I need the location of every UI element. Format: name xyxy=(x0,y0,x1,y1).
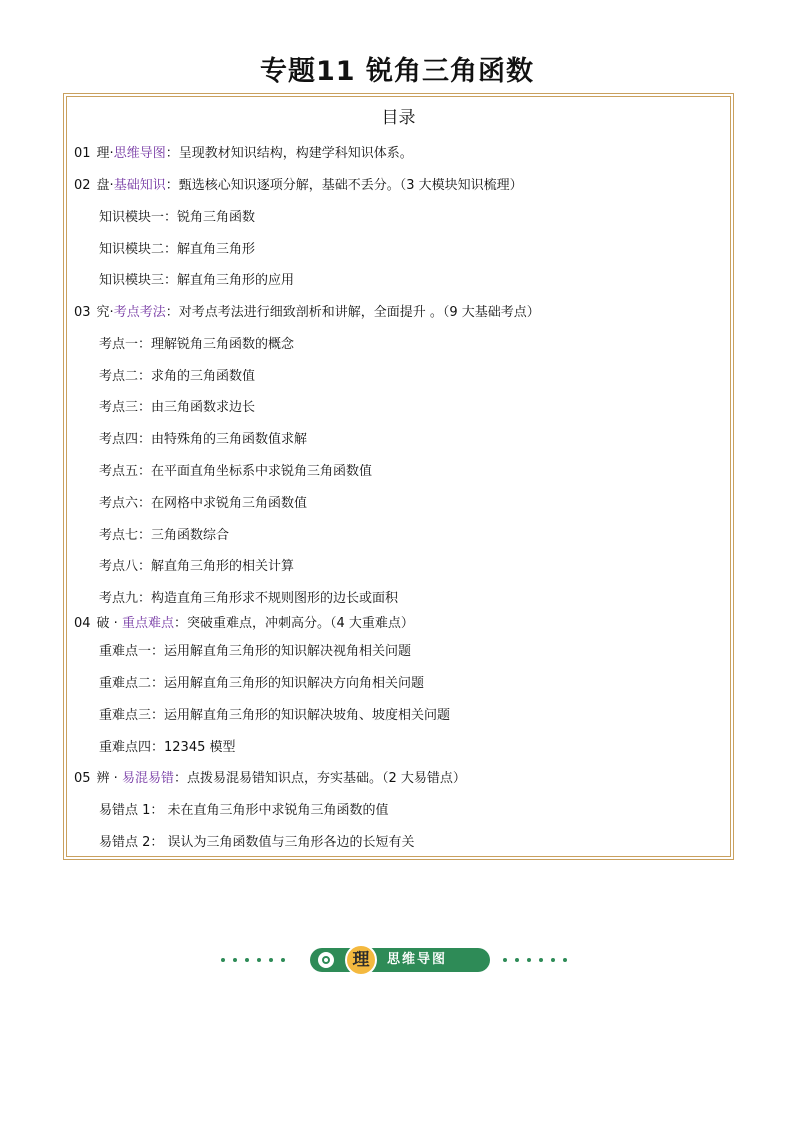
toc-kaodian-item: 考点二：求角的三角函数值 xyxy=(99,369,256,384)
section-number: 02 xyxy=(74,178,91,193)
target-icon xyxy=(316,950,336,970)
section-description: ：甄选核心知识逐项分解，基础不丢分。（3 大模块知识梳理） xyxy=(165,178,523,193)
toc-section-02 xyxy=(74,177,523,195)
toc-kaodian-item: 考点四：由特殊角的三角函数值求解 xyxy=(99,432,308,447)
section-highlight: 基础知识 xyxy=(113,178,166,193)
page-title: 专题11 锐角三角函数 xyxy=(260,56,534,87)
toc-section-05 xyxy=(74,770,466,788)
decorative-dots-left xyxy=(221,958,285,964)
section-number: 05 xyxy=(74,771,91,786)
toc-kaodian-item: 考点五：在平面直角坐标系中求锐角三角函数值 xyxy=(99,464,373,479)
toc-section-04 xyxy=(74,615,414,633)
toc-yicuo-item: 易错点 2： 误认为三角函数值与三角形各边的长短有关 xyxy=(99,835,415,850)
toc-nandian-item: 重难点二：运用解直角三角形的知识解决方向角相关问题 xyxy=(99,676,425,691)
section-prefix: 辨 · xyxy=(96,771,122,786)
toc-section-01 xyxy=(74,145,413,163)
toc-kaodian-item: 考点六：在网格中求锐角三角函数值 xyxy=(99,496,308,511)
section-prefix: 理· xyxy=(96,146,114,161)
toc-module-item: 知识模块一：锐角三角函数 xyxy=(99,210,256,225)
section-prefix: 盘· xyxy=(96,178,114,193)
toc-module-item: 知识模块三：解直角三角形的应用 xyxy=(99,273,295,288)
table-of-contents xyxy=(63,93,734,860)
section-number: 04 xyxy=(74,616,91,631)
banner-label: 思维导图 xyxy=(387,952,448,967)
section-prefix: 破 · xyxy=(96,616,122,631)
toc-nandian-item: 重难点三：运用解直角三角形的知识解决坡角、坡度相关问题 xyxy=(99,708,451,723)
section-highlight: 思维导图 xyxy=(113,146,166,161)
toc-kaodian-item: 考点七：三角函数综合 xyxy=(99,528,230,543)
section-highlight: 考点考法 xyxy=(113,305,166,320)
toc-kaodian-item: 考点一：理解锐角三角函数的概念 xyxy=(99,337,295,352)
section-description: ：呈现教材知识结构，构建学科知识体系。 xyxy=(165,146,413,161)
toc-nandian-item: 重难点四：12345 模型 xyxy=(99,740,236,755)
section-description: ：突破重难点，冲刺高分。（4 大重难点） xyxy=(173,616,414,631)
toc-section-03 xyxy=(74,304,540,322)
toc-kaodian-item: 考点八：解直角三角形的相关计算 xyxy=(99,559,295,574)
toc-nandian-item: 重难点一：运用解直角三角形的知识解决视角相关问题 xyxy=(99,644,412,659)
decorative-dots-right xyxy=(503,958,567,964)
section-number: 03 xyxy=(74,305,91,320)
section-char-badge: 理 xyxy=(345,944,377,976)
section-description: ：对考点考法进行细致剖析和讲解，全面提升 。（9 大基础考点） xyxy=(165,305,540,320)
section-prefix: 究· xyxy=(96,305,114,320)
toc-heading: 目录 xyxy=(381,108,416,128)
toc-kaodian-item: 考点九：构造直角三角形求不规则图形的边长或面积 xyxy=(99,591,399,606)
section-highlight: 易混易错 xyxy=(121,771,174,786)
section-number: 01 xyxy=(74,146,91,161)
section-description: ：点拨易混易错知识点，夯实基础。（2 大易错点） xyxy=(173,771,466,786)
toc-kaodian-item: 考点三：由三角函数求边长 xyxy=(99,400,256,415)
toc-yicuo-item: 易错点 1： 未在直角三角形中求锐角三角函数的值 xyxy=(99,803,389,818)
mind-map-banner xyxy=(215,944,585,976)
toc-module-item: 知识模块二：解直角三角形 xyxy=(99,242,256,257)
section-highlight: 重点难点 xyxy=(121,616,174,631)
